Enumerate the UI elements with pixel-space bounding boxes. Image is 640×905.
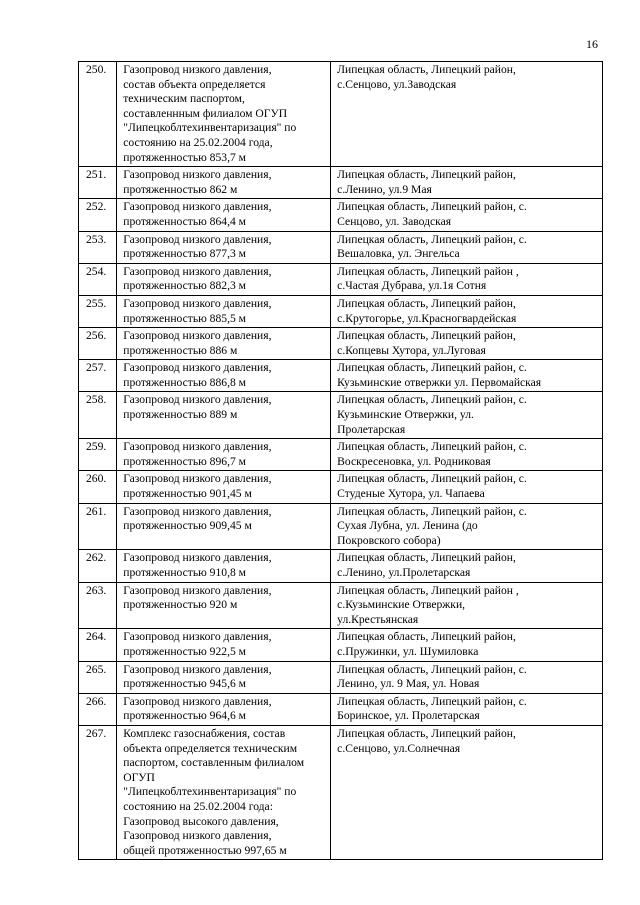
- object-description: Газопровод низкого давления, протяженностью 964,6 м: [117, 693, 331, 725]
- row-number: 251.: [79, 167, 117, 199]
- row-number: 257.: [79, 360, 117, 392]
- table-row: [79, 263, 603, 295]
- object-description: Комплекс газоснабжения, состав объекта определяется техническим паспортом, составленным филиалом ОГУП "Липецкоблтехинвентаризация" по состоянию на 25.02.2004 года: Газопровод высокого давления, Газопровод низкого давления, общей протяженностью 997,65 м: [117, 725, 331, 859]
- table-row: [79, 693, 603, 725]
- object-location: Липецкая область, Липецкий район, с.Ленино, ул.9 Мая: [331, 167, 603, 199]
- row-number: 263.: [79, 582, 117, 629]
- table-row: [79, 582, 603, 629]
- row-number: 265.: [79, 661, 117, 693]
- table-row: [79, 629, 603, 661]
- table-row: [79, 295, 603, 327]
- object-location: Липецкая область, Липецкий район, с.Копцевы Хутора, ул.Луговая: [331, 328, 603, 360]
- object-location: Липецкая область, Липецкий район, с.Пружинки, ул. Шумиловка: [331, 629, 603, 661]
- object-location: Липецкая область, Липецкий район, с. Вешаловка, ул. Энгельса: [331, 231, 603, 263]
- row-number: 258.: [79, 392, 117, 439]
- object-location: Липецкая область, Липецкий район, с.Крутогорье, ул.Красногвардейская: [331, 295, 603, 327]
- row-number: 266.: [79, 693, 117, 725]
- property-register-table: [78, 61, 603, 860]
- row-number: 260.: [79, 471, 117, 503]
- table-row: [79, 661, 603, 693]
- table-row: [79, 199, 603, 231]
- object-description: Газопровод низкого давления, протяженностью 901,45 м: [117, 471, 331, 503]
- row-number: 262.: [79, 550, 117, 582]
- object-location: Липецкая область, Липецкий район, с.Сенцово, ул.Солнечная: [331, 725, 603, 859]
- row-number: 259.: [79, 439, 117, 471]
- object-location: Липецкая область, Липецкий район, с. Ленино, ул. 9 Мая, ул. Новая: [331, 661, 603, 693]
- row-number: 264.: [79, 629, 117, 661]
- table-row: [79, 231, 603, 263]
- table-row: [79, 725, 603, 859]
- row-number: 267.: [79, 725, 117, 859]
- object-location: Липецкая область, Липецкий район , с.Частая Дубрава, ул.1я Сотня: [331, 263, 603, 295]
- object-description: Газопровод низкого давления, протяженностью 877,3 м: [117, 231, 331, 263]
- table-row: [79, 471, 603, 503]
- table-body: [79, 62, 603, 860]
- object-location: Липецкая область, Липецкий район , с.Кузьминские Отвержки, ул.Крестьянская: [331, 582, 603, 629]
- row-number: 252.: [79, 199, 117, 231]
- table-row: [79, 360, 603, 392]
- object-location: Липецкая область, Липецкий район, с. Воскресеновка, ул. Родниковая: [331, 439, 603, 471]
- object-description: Газопровод низкого давления, протяженностью 910,8 м: [117, 550, 331, 582]
- object-location: Липецкая область, Липецкий район, с. Студеные Хутора, ул. Чапаева: [331, 471, 603, 503]
- table-row: [79, 328, 603, 360]
- object-location: Липецкая область, Липецкий район, с.Ленино, ул.Пролетарская: [331, 550, 603, 582]
- table-row: [79, 550, 603, 582]
- object-location: Липецкая область, Липецкий район, с. Боринское, ул. Пролетарская: [331, 693, 603, 725]
- table-row: [79, 439, 603, 471]
- table-row: [79, 503, 603, 550]
- object-description: Газопровод низкого давления, протяженностью 920 м: [117, 582, 331, 629]
- row-number: 250.: [79, 62, 117, 167]
- object-description: Газопровод низкого давления, состав объекта определяется техническим паспортом, составленнным филиалом ОГУП "Липецкоблтехинвентаризация" по состоянию на 25.02.2004 года, протяженностью 853,7 м: [117, 62, 331, 167]
- object-description: Газопровод низкого давления, протяженностью 896,7 м: [117, 439, 331, 471]
- object-location: Липецкая область, Липецкий район, с. Сухая Лубна, ул. Ленина (до Покровского собора): [331, 503, 603, 550]
- object-description: Газопровод низкого давления, протяженностью 922,5 м: [117, 629, 331, 661]
- object-description: Газопровод низкого давления, протяженностью 909,45 м: [117, 503, 331, 550]
- object-description: Газопровод низкого давления, протяженностью 885,5 м: [117, 295, 331, 327]
- object-description: Газопровод низкого давления, протяженностью 862 м: [117, 167, 331, 199]
- table-row: [79, 392, 603, 439]
- table-row: [79, 62, 603, 167]
- object-description: Газопровод низкого давления, протяженностью 889 м: [117, 392, 331, 439]
- row-number: 255.: [79, 295, 117, 327]
- row-number: 261.: [79, 503, 117, 550]
- page-number: 16: [586, 37, 598, 51]
- object-description: Газопровод низкого давления, протяженностью 886,8 м: [117, 360, 331, 392]
- object-location: Липецкая область, Липецкий район, с. Кузьминские Отвержки, ул. Пролетарская: [331, 392, 603, 439]
- row-number: 253.: [79, 231, 117, 263]
- row-number: 254.: [79, 263, 117, 295]
- table-row: [79, 167, 603, 199]
- object-location: Липецкая область, Липецкий район, с. Кузьминские отвержки ул. Первомайская: [331, 360, 603, 392]
- object-description: Газопровод низкого давления, протяженностью 886 м: [117, 328, 331, 360]
- object-location: Липецкая область, Липецкий район, с. Сенцово, ул. Заводская: [331, 199, 603, 231]
- row-number: 256.: [79, 328, 117, 360]
- object-description: Газопровод низкого давления, протяженностью 945,6 м: [117, 661, 331, 693]
- object-description: Газопровод низкого давления, протяженностью 864,4 м: [117, 199, 331, 231]
- object-description: Газопровод низкого давления, протяженностью 882,3 м: [117, 263, 331, 295]
- object-location: Липецкая область, Липецкий район, с.Сенцово, ул.Заводская: [331, 62, 603, 167]
